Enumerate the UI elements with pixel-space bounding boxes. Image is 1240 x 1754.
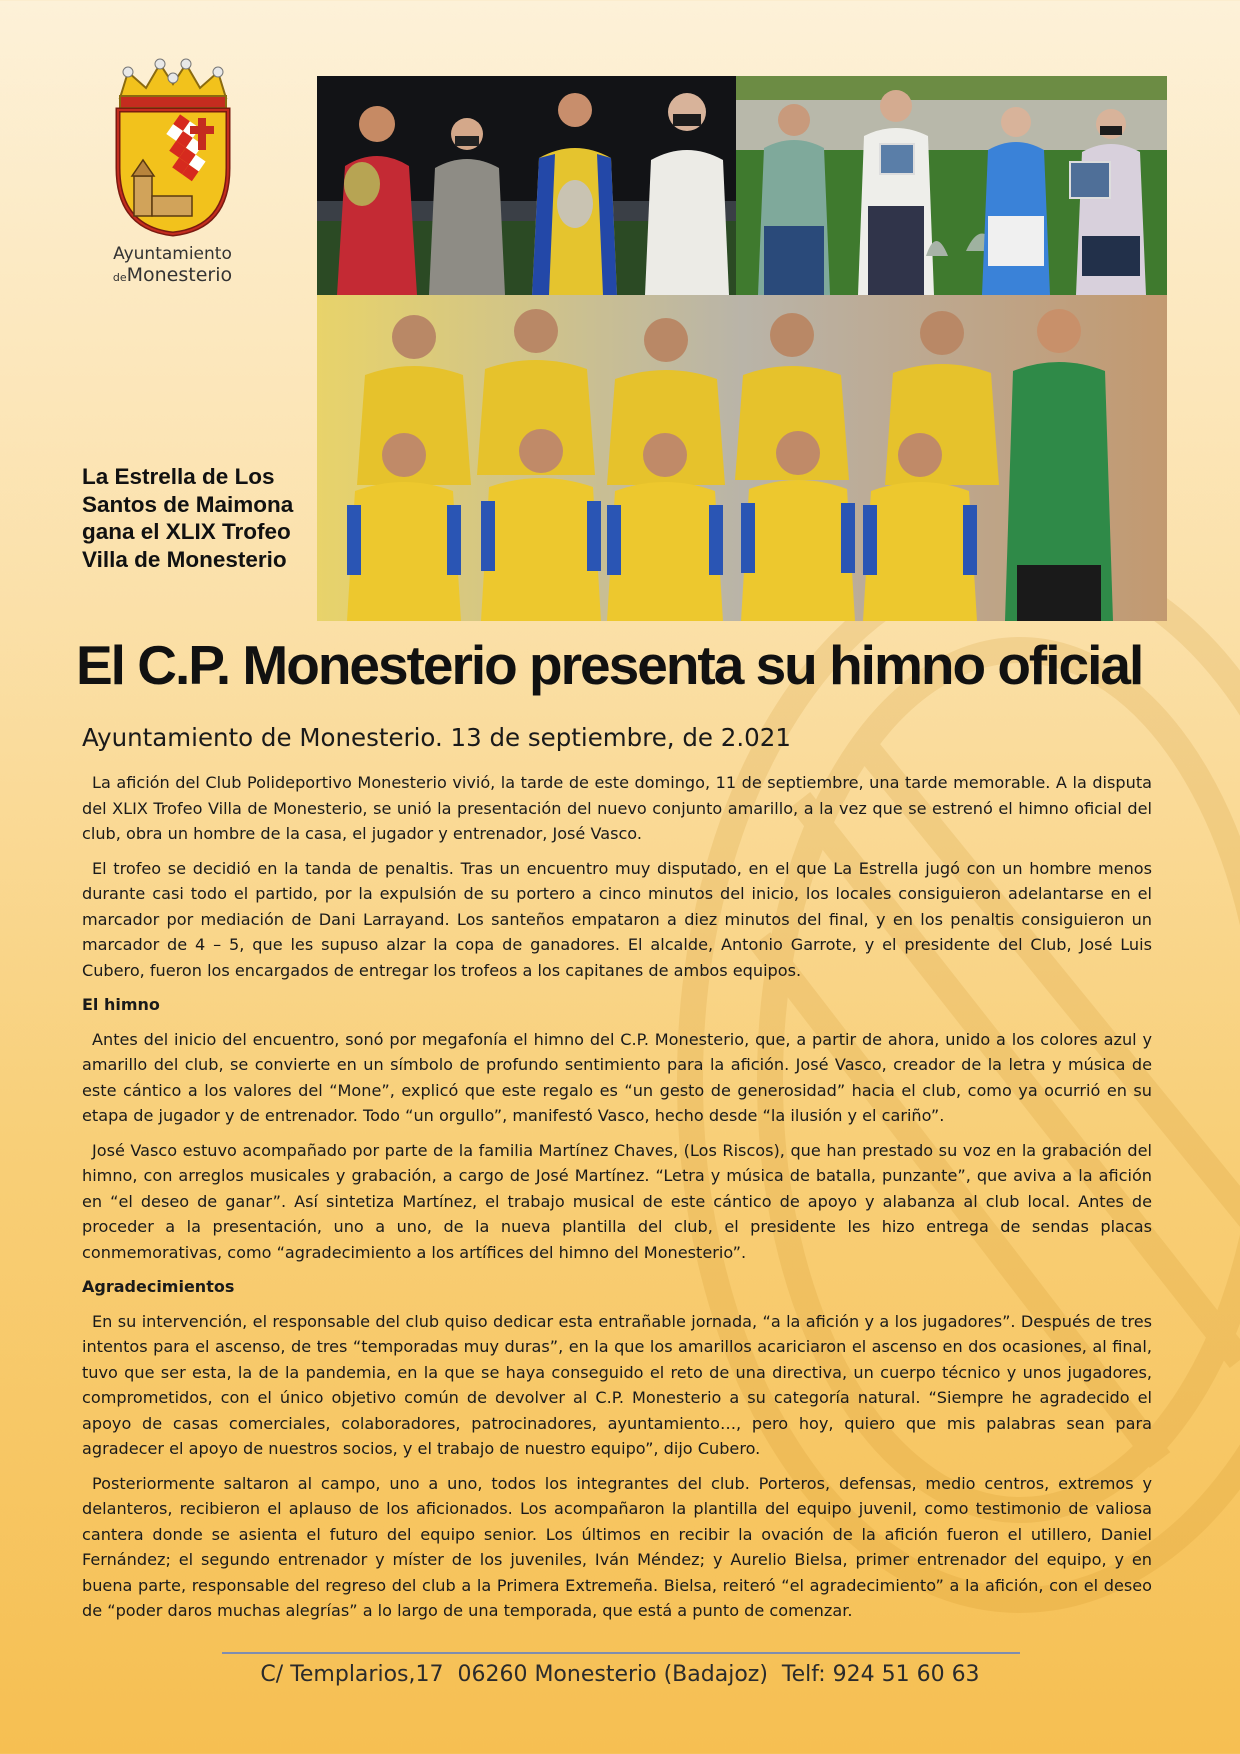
- logo-text-monesterio: [100, 264, 245, 286]
- dateline: Ayuntamiento de Monesterio. 13 de septiembre, de 2.021: [82, 723, 791, 752]
- logo-text-de: de: [112, 271, 127, 284]
- article-title: El C.P. Monesterio presenta su himno oficial: [76, 634, 1143, 696]
- photo-commemorative-plaques: [736, 76, 1167, 295]
- section-heading-agradecimientos: Agradecimientos: [82, 1277, 235, 1296]
- logo-text-name: Monesterio: [126, 264, 233, 286]
- article-paragraph: Posteriormente saltaron al campo, uno a uno, todos los integrantes del club. Porteros, defensas, medio centros, extremos y delanteros, recibieron el aplauso de los aficionados. Los acompañaron la plantilla del equipo juvenil, como testimonio de valiosa cantera donde se asienta el futuro del equipo senior. Los últimos en recibir la ovación de la afición fueron el utillero, Daniel Fernández; el segundo entrenador y míster de los juveniles, Iván Méndez; y Aurelio Bielsa, primer entrenador del equipo, y en buena parte, responsable del regreso del club a la Primera Extremeña. Bielsa, reiteró “el agradecimiento” a la afición, con el deseo de “poder daros muchas alegrías” a lo largo de una temporada, que está a punto de comenzar.: [82, 1473, 1152, 1620]
- article-paragraph: Antes del inicio del encuentro, sonó por megafonía el himno del C.P. Monesterio, que, a partir de ahora, unido a los colores azul y amarillo del club, se convierte en un símbolo de profundo sentimiento para la afición. José Vasco, creador de la letra y música de este cántico a los valores del “Mone”, explicó que este regalo es “un gesto de generosidad” hacia el club, como ya ocurrió en su etapa de jugador y de entrenador. Todo “un orgullo”, manifestó Vasco, hecho desde “la ilusión y el cariño”.: [82, 1029, 1152, 1125]
- section-heading-himno: El himno: [82, 995, 160, 1014]
- coat-of-arms-icon: [108, 58, 238, 238]
- article-paragraph: José Vasco estuvo acompañado por parte de la familia Martínez Chaves, (Los Riscos), que han prestado su voz en la grabación del himno, con arreglos musicales y grabación, a cargo de José Martínez. “Letra y música de batalla, punzante”, que aviva a la afición en “el deseo de ganar”. Así sintetiza Martínez, el trabajo musical de este cántico de apoyo y alabanza al club local. Antes de proceder a la presentación, uno a uno, de la nueva plantilla del club, el presidente les hizo entrega de sendas placas conmemorativas, como “agradecimiento a los artífices del himno del Monesterio”.: [82, 1140, 1152, 1262]
- article-paragraph: En su intervención, el responsable del club quiso dedicar esta entrañable jornada, “a la afición y a los jugadores”. Después de tres intentos para el ascenso, de tres “temporadas muy duras”, en la que los amarillos acariciaron el ascenso en dos ocasiones, al final, tuvo que ser esta, la de la pandemia, en la que se haya conseguido el reto de una directiva, un cuerpo técnico y unos jugadores, comprometidos, con el único objetivo común de devolver al C.P. Monesterio a su categoría natural. “Siempre he agradecido el apoyo de casas comerciales, colaboradores, patrocinadores, ayuntamiento…, pero hoy, quiero que mis palabras sean para agradecer el apoyo de nuestros socios, y el trabajo de nuestro equipo”, dijo Cubero.: [82, 1311, 1152, 1458]
- article-paragraph: La afición del Club Polideportivo Monesterio vivió, la tarde de este domingo, 11 de septiembre, una tarde memorable. A la disputa del XLIX Trofeo Villa de Monesterio, se unió la presentación del nuevo conjunto amarillo, a la vez que se estrenó el himno oficial del club, obra un hombre de la casa, el jugador y entrenador, José Vasco.: [82, 773, 1152, 843]
- footer-divider: [222, 1652, 1020, 1654]
- photo-trophy-captains: [317, 76, 736, 295]
- article-paragraph: El trofeo se decidió en la tanda de penaltis. Tras un encuentro muy disputado, en el que La Estrella jugó con un hombre menos durante casi todo el partido, por la expulsión de su portero a cinco minutos del inicio, los locales consiguieron adelantarse en el marcador por mediación de Dani Larrayand. Los santeños empataron a diez minutos del final, y en los penaltis consiguieron un marcador de 4 – 5, que les supuso alzar la copa de ganadores. El alcalde, Antonio Garrote, y el presidente del Club, José Luis Cubero, fueron los encargados de entregar los trofeos a los capitanes de ambos equipos.: [82, 858, 1152, 980]
- photo-team-squad: [317, 295, 1167, 621]
- side-headline: La Estrella de Los Santos de Maimona gana el XLIX Trofeo Villa de Monesterio: [82, 464, 294, 572]
- municipal-logo: [100, 58, 245, 286]
- article-body: [82, 770, 1152, 1633]
- logo-text-ayuntamiento: Ayuntamiento: [113, 244, 232, 264]
- footer-address: C/ Templarios,17 06260 Monesterio (Badajoz) Telf: 924 51 60 63: [260, 1662, 980, 1687]
